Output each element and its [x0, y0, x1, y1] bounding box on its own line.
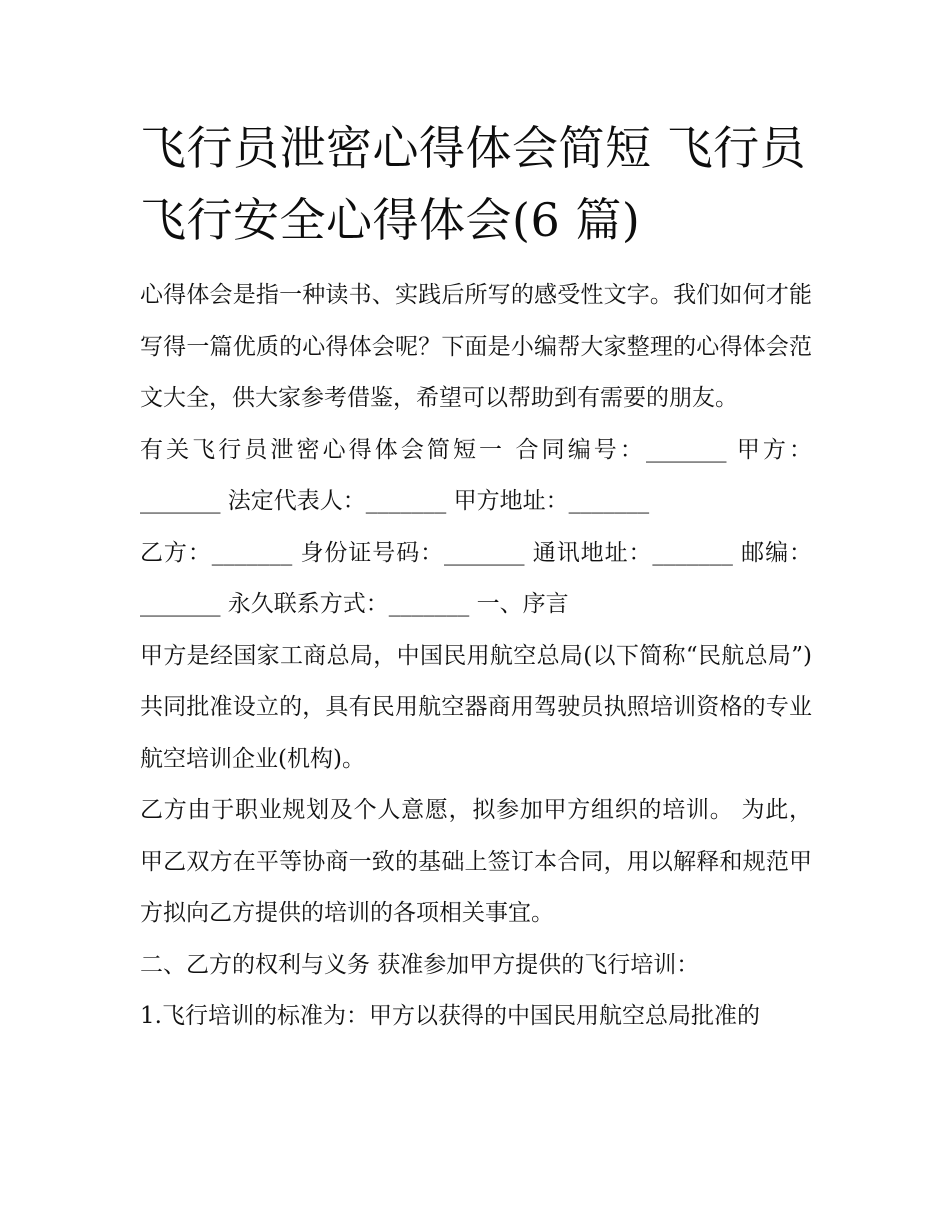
paragraph-party-b-info: 乙方：_______ 身份证号码：_______ 通讯地址：_______ 邮编：_______ 永久联系方式：_______ 一、序言 — [140, 539, 812, 617]
paragraph-party-a-description: 甲方是经国家工商总局，中国民用航空总局(以下简称“民航总局”)共同批准设立的，具有民用航空器商用驾驶员执照培训资格的专业航空培训企业(机构)。 — [140, 642, 812, 772]
paragraph-purpose: 乙方由于职业规划及个人意愿，拟参加甲方组织的培训。 为此，甲乙双方在平等协商一致的基础上签订本合同，用以解释和规范甲方拟向乙方提供的培训的各项相关事宜。 — [140, 797, 812, 926]
paragraph-section-two-heading: 二、乙方的权利与义务 获准参加甲方提供的飞行培训： — [140, 951, 700, 978]
document-body — [140, 270, 812, 1043]
paragraph-contract-header: 有关飞行员泄密心得体会简短一 合同编号：_______ 甲方：_______ 法定代表人：_______ 甲方地址：_______ — [140, 436, 812, 514]
document-title: 飞行员泄密心得体会简短 飞行员飞行安全心得体会(6 篇) — [140, 121, 807, 247]
paragraph-training-standard: 1.飞行培训的标准为：甲方以获得的中国民用航空总局批准的 — [140, 1003, 760, 1029]
paragraph-intro: 心得体会是指一种读书、实践后所写的感受性文字。我们如何才能写得一篇优质的心得体会呢？下面是小编帮大家整理的心得体会范文大全，供大家参考借鉴，希望可以帮助到有需要的朋友。 — [140, 282, 812, 411]
document-page — [140, 112, 812, 1043]
